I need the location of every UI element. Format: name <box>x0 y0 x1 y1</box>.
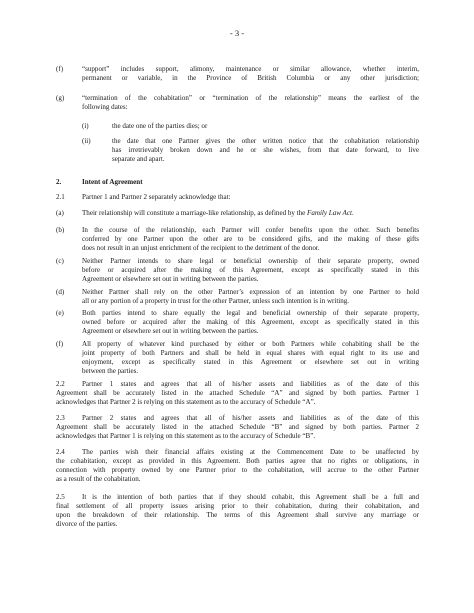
text-line: joint property of both Partners and shall be held in equal shares with equal right to its use and <box>82 349 419 357</box>
text-line: connection with property owned by one Partner prior to the cohabitation, will accrue to the other Partner <box>56 466 419 474</box>
subitem-i-text <box>112 122 419 131</box>
text-line: the date one of the parties dies; or <box>112 122 208 130</box>
item-e-text <box>82 309 419 336</box>
text-segment: Their relationship will constitute a marriage-like relationship, as defined by the <box>82 209 308 217</box>
text-line: acknowledges that Partner 1 is relying on this statement as to the accuracy of Schedule “B”. <box>56 432 316 440</box>
text-line: before or acquired after the making of this Agreement, except as specifically stated in this <box>82 266 419 274</box>
subitem-label-ii: (ii) <box>82 137 91 145</box>
text-line: All property of whatever kind purchased by either or both Partners while cohabiting shall be the <box>82 340 419 348</box>
item-label-f-definition: (f) <box>56 65 64 73</box>
paragraph-label-2-4: 2.4 <box>56 448 65 456</box>
paragraph-label-2-2: 2.2 <box>56 380 65 388</box>
text-line: conferred by one Partner upon the other are to be considered gifts, and the making of these gifts <box>82 235 419 243</box>
text-line: Neither Partner shall rely on the other Partner’s expression of an intention by one Partner to hold <box>82 288 419 296</box>
paragraph-label-2-5: 2.5 <box>56 493 65 501</box>
item-label-d: (d) <box>56 288 65 296</box>
paragraph-label-2-3: 2.3 <box>56 414 65 422</box>
definition-termination <box>82 94 419 112</box>
item-a-text <box>82 209 419 218</box>
text-line: It is the intention of both parties that if they should cohabit, this Agreement shall be a full and <box>82 493 419 501</box>
text-line: as a result of the cohabitation. <box>56 475 141 483</box>
item-f-text <box>82 340 419 376</box>
text-line: Agreement shall be accurately listed in the attached Schedule “B” and signed by both parties. Partner 2 <box>56 423 419 431</box>
text-line: has irretrievably broken down and he or she wishes, from that date forward, to live <box>112 146 419 154</box>
text-line: The parties wish their financial affairs existing at the Commencement Date to be unaffected by <box>82 448 419 456</box>
item-label-e: (e) <box>56 309 64 317</box>
paragraph-2-3 <box>56 414 419 441</box>
text-line: separate and apart. <box>112 155 165 163</box>
item-c-text <box>82 257 419 284</box>
act-name: Family Law Act <box>307 209 352 217</box>
text-line: all or any portion of a property in trust for the other Partner, unless such intention is in writing. <box>82 297 350 305</box>
text-segment: . <box>351 209 354 217</box>
paragraph-2-2 <box>56 380 419 407</box>
text-line: Neither Partner intends to share legal or beneficial ownership of their separate property, owned <box>82 257 419 265</box>
definition-support <box>82 65 419 83</box>
text-line: Partner 1 and Partner 2 separately acknowledge that: <box>82 193 231 201</box>
item-label-a: (a) <box>56 209 64 217</box>
text-line: final settlement of all property issues arising prior to their cohabitation, during their cohabitation, and <box>56 502 419 510</box>
text-line: Partner 2 states and agrees that all of his/her assets and liabilities as of the date of this <box>82 414 419 422</box>
item-label-f: (f) <box>56 340 64 348</box>
paragraph-2-5 <box>56 493 419 529</box>
text-line: enjoyment, except as specifically stated in this Agreement or elsewhere set out in writing <box>82 358 419 366</box>
text-line: between the parties. <box>82 367 139 375</box>
item-d-text <box>82 288 419 306</box>
text-line: Agreement or elsewhere set out in writing between the parties. <box>82 327 259 335</box>
text-line: permanent or variable, in the Province of British Columbia or any other jurisdiction; <box>82 74 419 82</box>
text-line: the date that one Partner gives the other written notice that the cohabitation relationship <box>112 137 419 145</box>
text-line: Agreement shall be accurately listed in the attached Schedule “A” and signed by both parties. Partner 1 <box>56 389 419 397</box>
text-line: Both parties intend to share equally the legal and beneficial ownership of their separate property, <box>82 309 419 317</box>
item-label-b: (b) <box>56 226 65 234</box>
text-line: the cohabitation, except as provided in this Agreement. Both parties agree that no rights or obligations, in <box>56 457 419 465</box>
paragraph-label-2-1: 2.1 <box>56 193 65 201</box>
text-line: In the course of the relationship, each Partner will confer benefits upon the other. Such benefits <box>82 226 419 234</box>
text-line: Partner 1 states and agrees that all of his/her assets and liabilities as of the date of this <box>82 380 419 388</box>
section-number: 2. <box>56 178 62 186</box>
item-b-text <box>82 226 419 253</box>
text-line: upon the breakdown of their relationship. The terms of this Agreement shall survive any marriage or <box>56 511 419 519</box>
paragraph-2-1-text <box>82 193 419 202</box>
text-line: owned before or acquired after the making of this Agreement, except as specifically stated in this <box>82 318 419 326</box>
section-title: Intent of Agreement <box>82 178 143 186</box>
text-line: divorce of the parties. <box>56 520 118 528</box>
item-label-g-definition: (g) <box>56 94 65 102</box>
text-line: does not result in an unjust enrichment of the recipient to the detriment of the donor. <box>82 244 320 252</box>
text-line: Agreement or elsewhere set out in writing between the parties. <box>82 275 259 283</box>
subitem-label-i: (i) <box>82 122 89 130</box>
text-line: acknowledges that Partner 2 is relying on this statement as to the accuracy of Schedule “A”. <box>56 398 316 406</box>
text-line: “termination of the cohabitation” or “termination of the relationship” means the earliest of the <box>82 94 419 102</box>
text-line: following dates: <box>82 103 128 111</box>
paragraph-2-4 <box>56 448 419 484</box>
text-line: “support” includes support, alimony, maintenance or similar allowance, whether interim, <box>82 65 419 73</box>
page-number: - 3 - <box>229 28 245 38</box>
text-line <box>82 209 419 218</box>
subitem-ii-text <box>112 137 419 164</box>
item-label-c: (c) <box>56 257 64 265</box>
